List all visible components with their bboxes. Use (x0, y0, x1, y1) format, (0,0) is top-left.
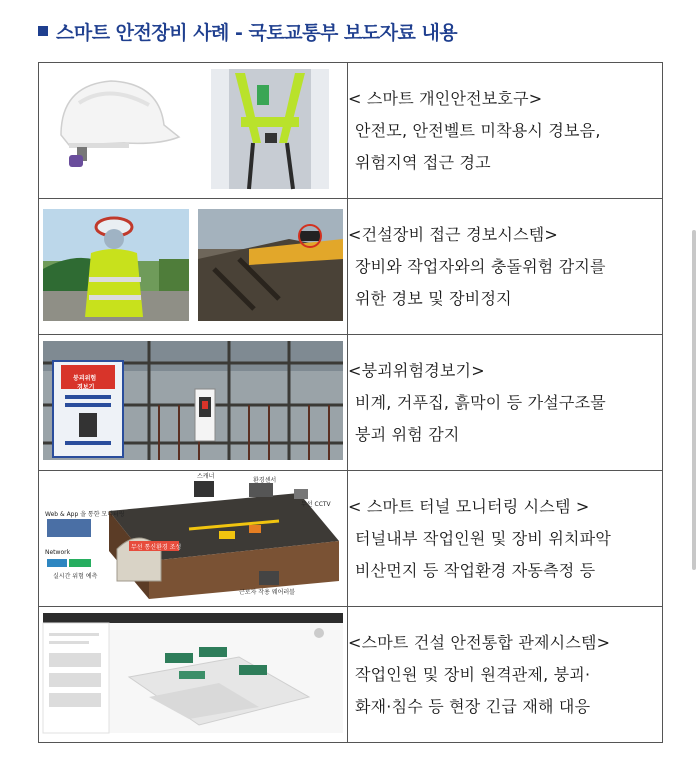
control-dashboard-screenshot (39, 607, 347, 738)
safety-equipment-table (38, 62, 663, 743)
tunnel-realtime-label: 실시간 위험 예측 (53, 573, 98, 580)
table-row (39, 607, 663, 743)
row-title: < 스마트 개인안전보호구> (348, 88, 543, 108)
row-line: 터널내부 작업인원 및 장비 위치파악 (355, 528, 611, 548)
sign-line-1: 붕괴위험 (73, 375, 97, 382)
row-line: 비산먼지 등 작업환경 자동측정 등 (355, 560, 596, 580)
heading-bullet-icon (38, 26, 48, 36)
tunnel-monitoring-image (39, 471, 348, 607)
table-row (39, 199, 663, 335)
row-title: <건설장비 접근 경보시스템> (348, 224, 559, 244)
equipment-proximity-description (348, 199, 663, 335)
heading-title: 스마트 안전장비 사례 - 국토교통부 보도자료 내용 (56, 21, 458, 44)
row-line: 작업인원 및 장비 원격관제, 붕괴· (355, 664, 591, 684)
row-title: <스마트 건설 안전통합 관제시스템> (348, 632, 611, 652)
proximity-alarm-photo (39, 199, 347, 330)
equipment-proximity-image (39, 199, 348, 335)
row-title: < 스마트 터널 모니터링 시스템 > (348, 496, 590, 516)
row-line: 붕괴 위험 감지 (355, 424, 460, 444)
tunnel-cctv-label: 무선 CCTV (301, 501, 331, 508)
tunnel-wireless-label: 무선 통신환경 조성 (131, 544, 182, 551)
vertical-scrollbar[interactable] (692, 230, 696, 570)
smart-ppe-description (348, 63, 663, 199)
smart-ppe-image (39, 63, 348, 199)
collapse-alarm-image (39, 335, 348, 471)
tunnel-network-label: Network (45, 549, 71, 556)
tunnel-diagram (39, 471, 347, 602)
table-row (39, 63, 663, 199)
section-heading (38, 14, 457, 48)
tunnel-env-sensor-label: 환경센서 (253, 477, 277, 484)
tunnel-monitoring-description (348, 471, 663, 607)
tunnel-web-app-label: Web & App 을 통한 모니터링 (45, 511, 125, 518)
sign-line-2: 경보기 (77, 384, 95, 391)
row-line: 비계, 거푸집, 흙막이 등 가설구조물 (355, 392, 606, 412)
table-row (39, 471, 663, 607)
row-line: 화재·침수 등 현장 긴급 재해 대응 (355, 696, 591, 716)
control-system-image (39, 607, 348, 743)
row-line: 장비와 작업자와의 충돌위험 감지를 (355, 256, 606, 276)
row-line: 안전모, 안전벨트 미착용시 경보음, (355, 120, 601, 140)
collapse-alarm-photo (39, 335, 347, 466)
collapse-alarm-description (348, 335, 663, 471)
tunnel-worker-tag-label: 근로자 작용 웨어러블 (239, 589, 295, 596)
table-row (39, 335, 663, 471)
row-line: 위한 경보 및 장비정지 (355, 288, 512, 308)
tunnel-scanner-label: 스캐너 (197, 473, 215, 480)
row-title: <붕괴위험경보기> (348, 360, 485, 380)
row-line: 위험지역 접근 경고 (355, 152, 491, 172)
control-system-description (348, 607, 663, 743)
helmet-harness-photo (39, 63, 347, 194)
